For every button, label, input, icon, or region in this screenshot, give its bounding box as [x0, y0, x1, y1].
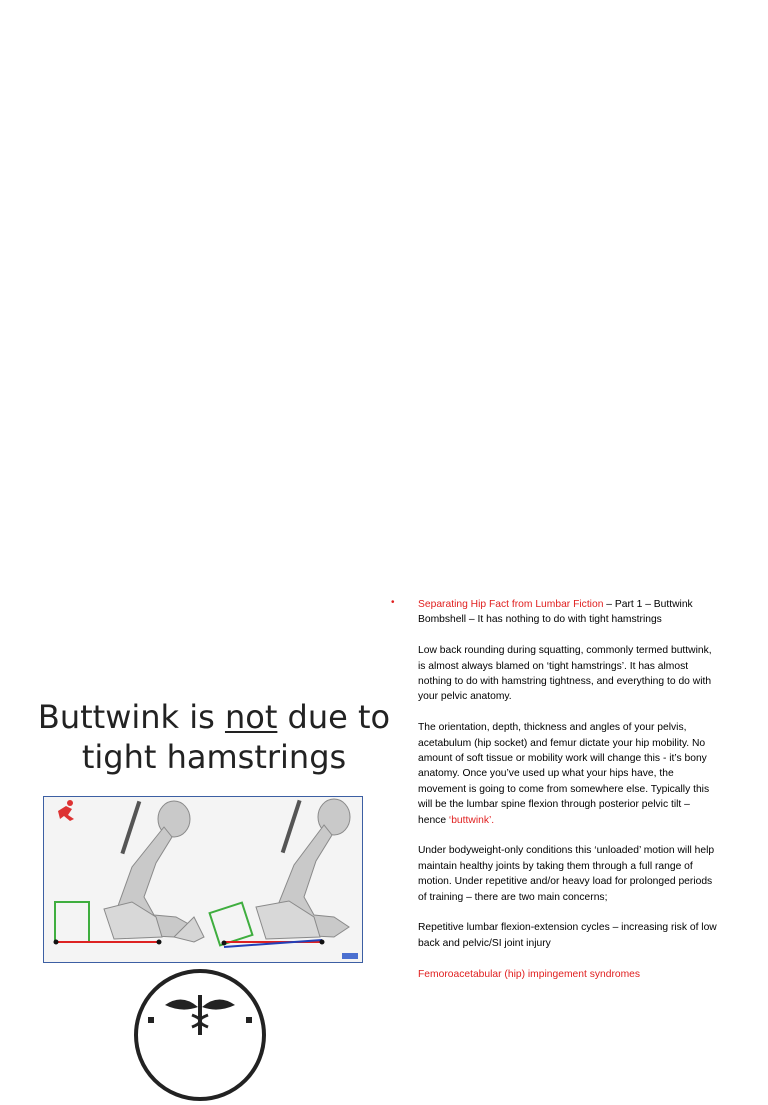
notes-title: Separating Hip Fact from Lumbar Fiction – Part 1 – Buttwink Bombshell – It has nothing to do with tight hamstrings [418, 599, 693, 626]
squat-illustration [43, 796, 363, 963]
notes-paragraph-4: Repetitive lumbar flexion-extension cycles – increasing risk of low back and pelvic/SI joint injury [418, 922, 717, 949]
notes-paragraph-1: Low back rounding during squatting, commonly termed buttwink, is almost always blamed on ‘tight hamstrings’. It has almost nothing to do with hamstring tightness, and everything to do with your pelvic anatomy. [418, 645, 712, 703]
notes-paragraph-3: Under bodyweight-only conditions this ‘unloaded’ motion will help maintain healthy joints by taking them through a full range of motion. Under repetitive and/or heavy load for prolonged periods of training – there are two main concerns; [418, 845, 715, 903]
medical-caduceus-logo-icon [130, 965, 270, 1105]
bullet-marker: • [391, 597, 395, 608]
notes-column [390, 597, 720, 997]
watermark [342, 953, 358, 959]
slide-headline: Buttwink is not due to tight hamstrings [37, 698, 391, 776]
notes-paragraph-5: Femoroacetabular (hip) impingement syndromes [418, 968, 641, 980]
headline-not: not [224, 698, 278, 736]
notes-paragraph-2: The orientation, depth, thickness and angles of your pelvis, acetabulum (hip socket) and femur dictate your hip mobility. No amount of soft tissue or mobility work will change this - it’s bony anatomy. Once you’ve used up what your hips have, the movement is going to come from somewhere else. Typically this will be the lumbar spine flexion through posterior pelvic tilt – hence ‘buttwink’. [418, 722, 710, 826]
